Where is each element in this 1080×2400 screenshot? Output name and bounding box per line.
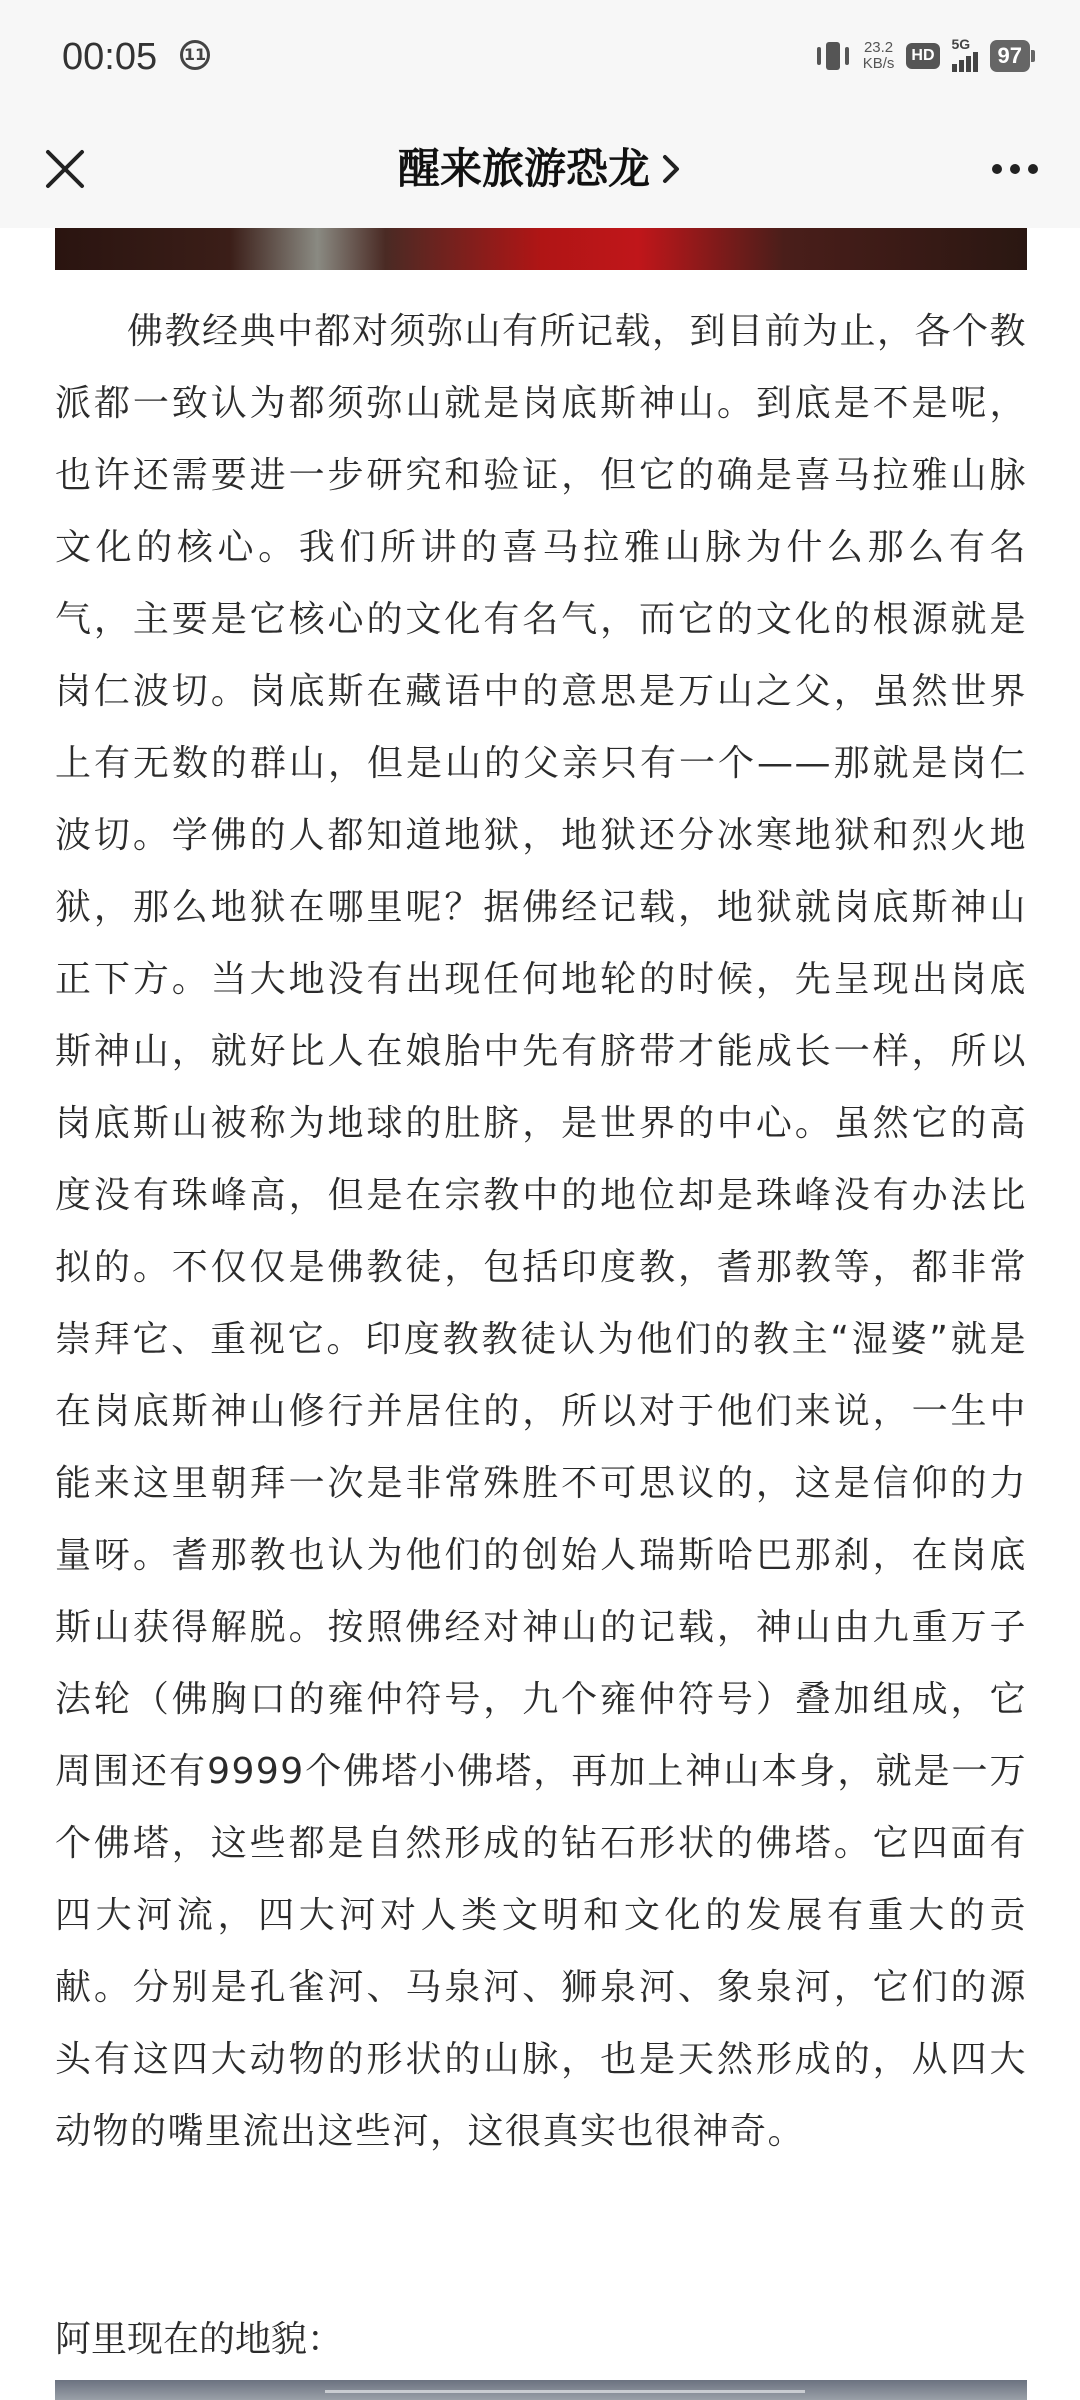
more-dot-icon xyxy=(992,164,1002,174)
signal-5g-icon xyxy=(951,36,978,72)
more-options-button[interactable] xyxy=(980,146,1050,192)
network-speed-unit: KB/s xyxy=(862,55,895,72)
article-body xyxy=(55,296,1027,2168)
account-title-link[interactable] xyxy=(0,136,1080,196)
status-time: 00:05 xyxy=(62,36,158,78)
article-image-top[interactable] xyxy=(55,228,1027,270)
chevron-right-icon xyxy=(660,147,682,196)
network-type-label: 5G xyxy=(951,36,971,52)
page-title: 醒来旅游恐龙 xyxy=(397,144,650,193)
hd-icon: HD xyxy=(906,43,939,69)
section-label: 阿里现在的地貌： xyxy=(55,2319,344,2360)
network-speed xyxy=(863,40,895,72)
more-dot-icon xyxy=(1010,164,1020,174)
status-bar xyxy=(0,0,1080,110)
article-paragraph: 佛教经典中都对须弥山有所记载，到目前为止，各个教派都一致认为都须弥山就是岗底斯神山。到底是不是呢，也许还需要进一步研究和验证，但它的确是喜马拉雅山脉文化的核心。我们所讲的喜马拉雅山脉为什么那么有名气，主要是它核心的文化有名气，而它的文化的根源就是岗仁波切。岗底斯在藏语中的意思是万山之父，虽然世界上有无数的群山，但是山的父亲只有一个——那就是岗仁波切。学佛的人都知道地狱，地狱还分冰寒地狱和烈火地狱，那么地狱在哪里呢？据佛经记载，地狱就岗底斯神山正下方。当大地没有出现任何地轮的时候，先呈现出岗底斯神山，就好比人在娘胎中先有脐带才能成长一样，所以岗底斯山被称为地球的肚脐，是世界的中心。虽然它的高度没有珠峰高，但是在宗教中的地位却是珠峰没有办法比拟的。不仅仅是佛教徒，包括印度教，耆那教等，都非常崇拜它、重视它。印度教教徒认为他们的教主“湿婆”就是在岗底斯神山修行并居住的，所以对于他们来说，一生中能来这里朝拜一次是非常殊胜不可思议的，这是信仰的力量呀。耆那教也认为他们的创始人瑞斯哈巴那刹，在岗底斯山获得解脱。按照佛经对神山的记载，神山由九重万子法轮（佛胸口的雍仲符号，九个雍仲符号）叠加组成，它周围还有9999个佛塔小佛塔，再加上神山本身，就是一万个佛塔，这些都是自然形成的钻石形状的佛塔。它四面有四大河流，四大河对人类文明和文化的发展有重大的贡献。分别是孔雀河、马泉河、狮泉河、象泉河，它们的源头有这四大动物的形状的山脉，也是天然形成的，从四大动物的嘴里流出这些河，这很真实也很神奇。 xyxy=(55,311,1028,2152)
vibrate-icon xyxy=(815,38,851,74)
status-icons xyxy=(815,36,1030,76)
network-speed-value: 23.2 xyxy=(863,39,894,56)
nav-bar xyxy=(0,110,1080,228)
article-image-bottom[interactable] xyxy=(55,2380,1027,2400)
battery-icon: 97 xyxy=(990,40,1030,72)
more-dot-icon xyxy=(1028,164,1038,174)
notification-badge-icon: 11 xyxy=(180,40,210,70)
